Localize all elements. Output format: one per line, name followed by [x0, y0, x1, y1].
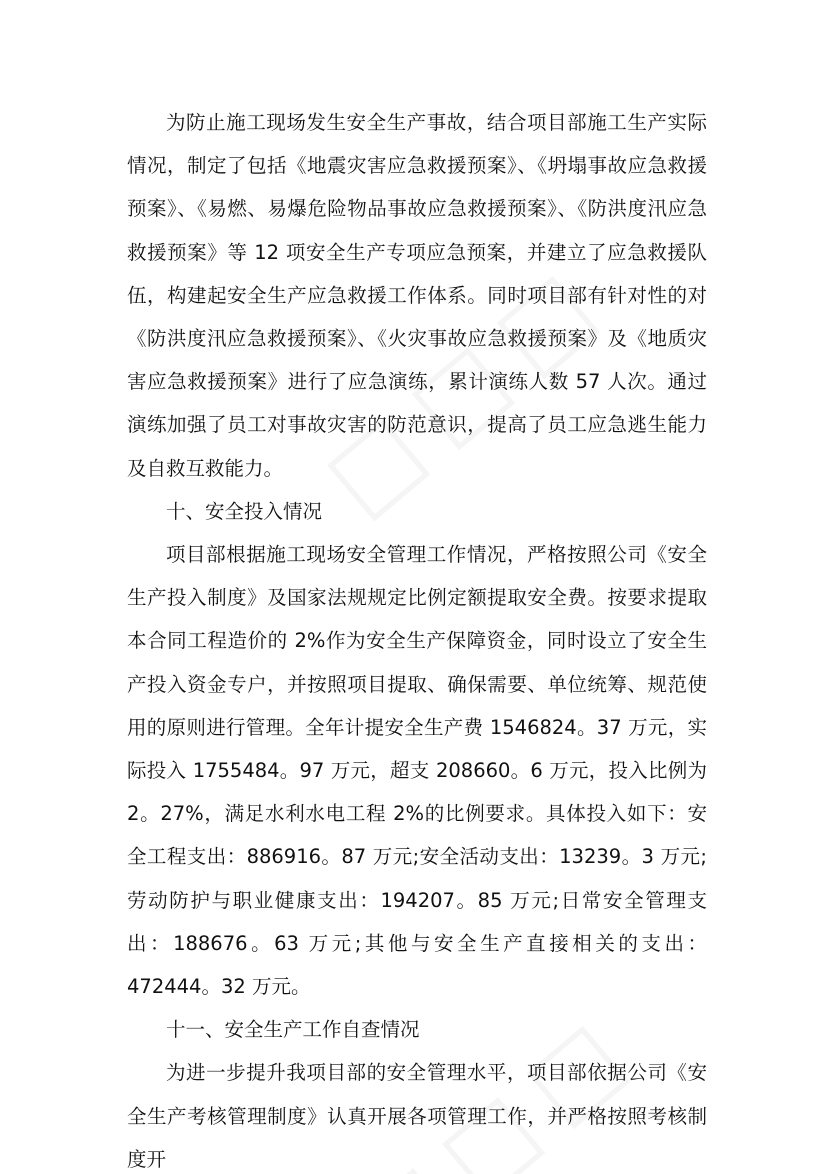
section-heading-self-inspection: 十一、安全生产工作自查情况: [166, 1018, 420, 1042]
paragraph-emergency-plans: 为防止施工现场发生安全生产事故，结合项目部施工生产实际情况，制定了包括《地震灾害应急救援预案》、《坍塌事故应急救援预案》、《易燃、易爆危险物品事故应急救援预案》、《防洪度汛应急救援预案》等 12 项安全生产专项应急预案，并建立了应急救援队伍，构建起安全生产应急救援工作体系。同时项目部有针对性的对《防洪度汛应急救援预案》、《火灾事故应急救援预案》及《地质灾害应急救援预案》进行了应急演练，累计演练人数 57 人次。通过演练加强了员工对事故灾害的防范意识，提高了员工应急逃生能力及自救互救能力。: [127, 111, 707, 480]
document-body: [127, 101, 707, 1174]
paragraph-safety-investment: 项目部根据施工现场安全管理工作情况，严格按照公司《安全生产投入制度》及国家法规规定比例定额提取安全费。按要求提取本合同工程造价的 2%作为安全生产保障资金，同时设立了安全生产投入资金专户，并按照项目提取、确保需要、单位统筹、规范使用的原则进行管理。全年计提安全生产费 1546824。37 万元，实际投入 1755484。97 万元，超支 208660。6 万元，投入比例为 2。27%，满足水利水电工程 2%的比例要求。具体投入如下：安全工程支出：886916。87 万元;安全活动支出：13239。3 万元;劳动防护与职业健康支出：194207。85 万元;日常安全管理支出：188676。63 万元;其他与安全生产直接相关的支出：472444。32 万元。: [127, 543, 707, 999]
section-heading-safety-investment: 十、安全投入情况: [166, 499, 323, 523]
paragraph-self-inspection: 为进一步提升我项目部的安全管理水平，项目部依据公司《安全生产考核管理制度》认真开展各项管理工作，并严格按照考核制度开: [127, 1061, 707, 1171]
